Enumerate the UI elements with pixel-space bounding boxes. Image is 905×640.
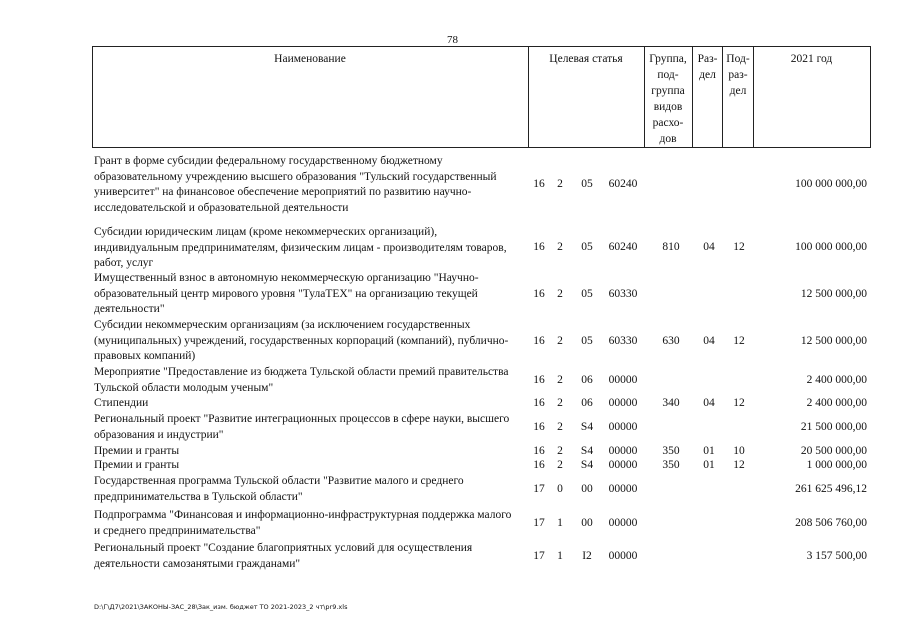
code-direction: 00000 [608,421,638,433]
column-divider [870,47,871,147]
header-section: Раз-дел [697,53,718,81]
code-main: 05 [581,241,593,253]
row-name: Подпрограмма "Финансовая и информационно-инфраструктурная поддержка малого и среднего предпринимательства" [94,509,512,537]
row-name: Региональный проект "Создание благоприятных условий для осуществления деятельности самозанятыми гражданами" [94,542,473,570]
code-direction: 60240 [608,241,638,253]
column-divider [644,47,645,147]
code-program: 16 [533,335,545,347]
amount-2021: 2 400 000,00 [806,397,867,409]
code-direction: 00000 [608,517,638,529]
code-direction: 00000 [608,459,638,471]
code-direction: 60330 [608,335,638,347]
section: 01 [703,459,715,471]
code-program: 16 [533,178,545,190]
page-number: 78 [447,34,458,46]
code-main: S4 [580,459,594,471]
row-name: Грант в форме субсидии федеральному государственному бюджетному образовательному учреждению высшего образования "Тульский государственный университет" на финансовое обеспечение мероприятий по развитию научно-исследовательской и образовательной деятельности [94,155,497,214]
code-subprogram: 1 [557,550,563,562]
amount-2021: 261 625 496,12 [795,483,867,495]
amount-2021: 12 500 000,00 [800,335,867,347]
code-subprogram: 0 [557,483,563,495]
section: 04 [703,397,715,409]
subsection: 12 [733,241,745,253]
row-name: Региональный проект "Развитие интеграционных процессов в сфере науки, высшего образования и индустрии" [94,413,510,441]
code-subprogram: 2 [557,288,563,300]
amount-2021: 21 500 000,00 [800,421,867,433]
expense-group: 810 [662,241,680,253]
code-direction: 60240 [608,178,638,190]
code-main: 05 [581,335,593,347]
header-year: 2021 год [790,53,833,65]
code-main: 06 [581,374,593,386]
code-direction: 00000 [608,483,638,495]
code-direction: 00000 [608,397,638,409]
row-name: Имущественный взнос в автономную некоммерческую организацию "Научно-образовательный центр мирового уровня "ТулаТЕХ" на организацию текущей деятельности" [94,272,479,315]
amount-2021: 12 500 000,00 [800,288,867,300]
code-program: 16 [533,241,545,253]
section: 04 [703,241,715,253]
expense-group: 630 [662,335,680,347]
code-program: 17 [533,517,545,529]
code-subprogram: 2 [557,374,563,386]
amount-2021: 208 506 760,00 [795,517,867,529]
amount-2021: 100 000 000,00 [795,178,867,190]
code-program: 16 [533,421,545,433]
amount-2021: 100 000 000,00 [795,241,867,253]
header-group: Группа, под-группа видов расхо-дов [649,53,687,145]
table-header [92,46,871,148]
section: 01 [703,445,715,457]
code-main: 05 [581,288,593,300]
expense-group: 340 [662,397,680,409]
code-main: S4 [580,445,594,457]
code-program: 16 [533,459,545,471]
code-subprogram: 2 [557,459,563,471]
amount-2021: 1 000 000,00 [806,459,867,471]
code-program: 16 [533,374,545,386]
row-name: Субсидии некоммерческим организациям (за исключением государственных (муниципальных) учреждений, государственных корпораций (компаний), публично-правовых компаний) [94,319,509,362]
code-subprogram: 2 [557,241,563,253]
code-main: 00 [581,483,593,495]
file-path-footer: D:\Г\Д7\2021\ЗАКОНЫ-ЗАС_28\Зак_изм. бюджет ТО 2021-2023_2 чт\pr9.xls [94,603,348,611]
expense-group: 350 [662,459,680,471]
code-main: 05 [581,178,593,190]
code-subprogram: 2 [557,397,563,409]
code-program: 17 [533,483,545,495]
subsection: 10 [733,445,745,457]
amount-2021: 2 400 000,00 [806,374,867,386]
code-program: 16 [533,397,545,409]
code-main: 06 [581,397,593,409]
code-program: 16 [533,288,545,300]
code-subprogram: 1 [557,517,563,529]
code-subprogram: 2 [557,178,563,190]
code-main: S4 [580,421,594,433]
row-name: Стипендии [94,397,149,409]
code-subprogram: 2 [557,421,563,433]
amount-2021: 3 157 500,00 [806,550,867,562]
code-direction: 00000 [608,445,638,457]
code-direction: 60330 [608,288,638,300]
code-subprogram: 2 [557,335,563,347]
code-main: I2 [582,550,592,562]
header-name: Наименование [274,53,346,65]
section: 04 [703,335,715,347]
code-main: 00 [581,517,593,529]
row-name: Мероприятие "Предоставление из бюджета Тульской области премий правительства Тульской области молодым ученым" [94,366,509,394]
row-name: Субсидии юридическим лицам (кроме некоммерческих организаций), индивидуальным предпринимателям, физическим лицам - производителям товаров, работ, услуг [94,226,507,269]
subsection: 12 [733,397,745,409]
subsection: 12 [733,459,745,471]
code-subprogram: 2 [557,445,563,457]
amount-2021: 20 500 000,00 [800,445,867,457]
subsection: 12 [733,335,745,347]
row-name: Государственная программа Тульской области "Развитие малого и среднего предпринимательства в Тульской области" [94,475,464,503]
code-direction: 00000 [608,550,638,562]
row-name: Премии и гранты [94,459,180,471]
code-program: 17 [533,550,545,562]
row-name: Премии и гранты [94,445,180,457]
code-direction: 00000 [608,374,638,386]
header-subsection: Под-раз-дел [726,53,750,97]
header-target: Целевая статья [549,53,623,65]
code-program: 16 [533,445,545,457]
expense-group: 350 [662,445,680,457]
